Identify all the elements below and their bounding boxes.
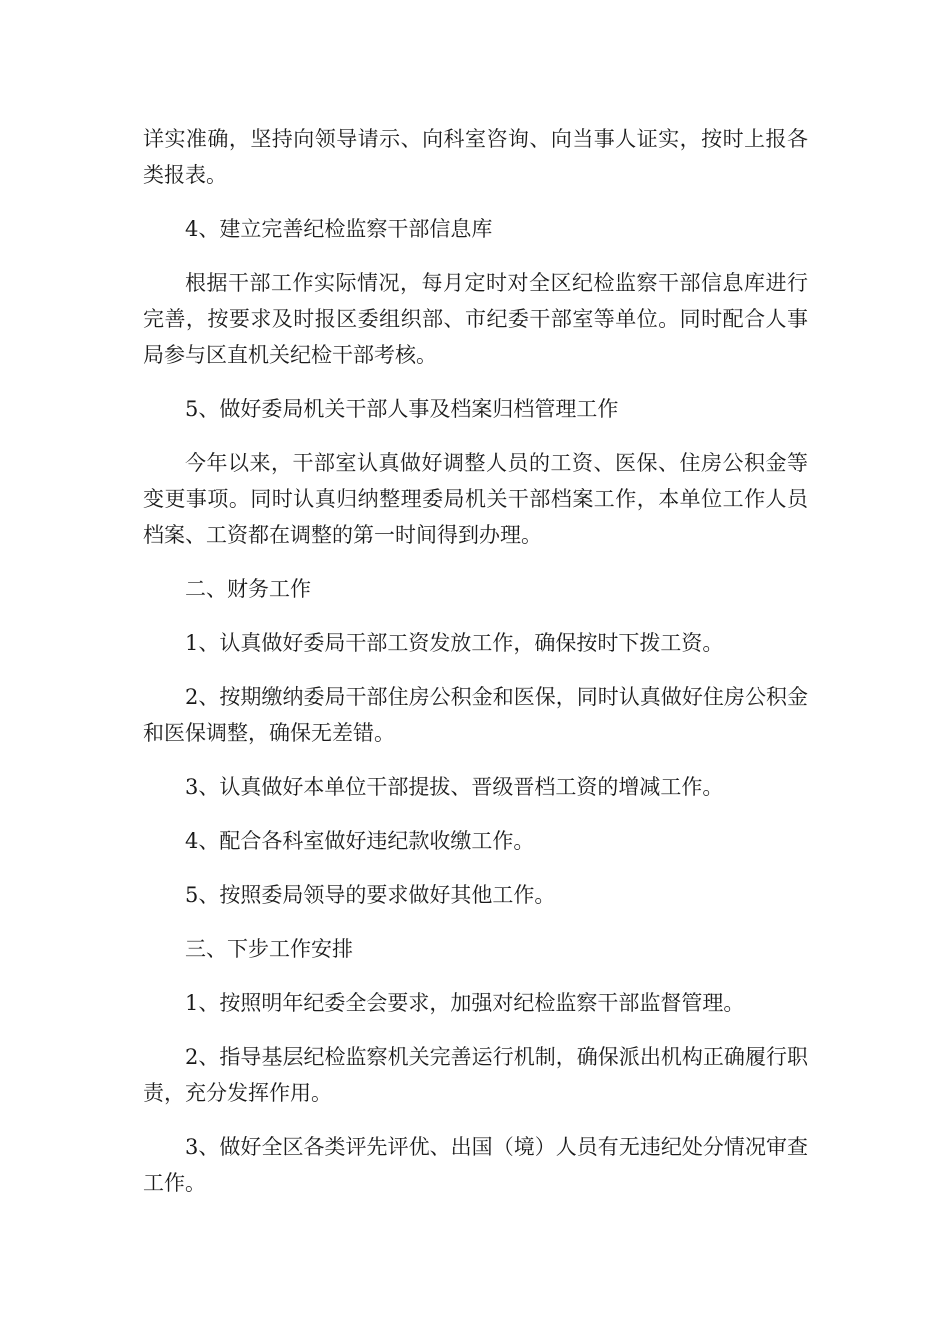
list-item: 3、认真做好本单位干部提拔、晋级晋档工资的增减工作。 — [185, 775, 724, 799]
list-item: 2、指导基层纪检监察机关完善运行机制，确保派出机构正确履行职责，充分发挥作用。 — [143, 1045, 808, 1105]
paragraph-1: 详实准确，坚持向领导请示、向科室咨询、向当事人证实，按时上报各类报表。 — [143, 127, 808, 187]
list-item: 1、认真做好委局干部工资发放工作，确保按时下拨工资。 — [185, 631, 724, 655]
list-item: 5、按照委局领导的要求做好其他工作。 — [185, 883, 556, 907]
paragraph-5: 今年以来，干部室认真做好调整人员的工资、医保、住房公积金等变更事项。同时认真归纳整理委局机关干部档案工作，本单位工作人员档案、工资都在调整的第一时间得到办理。 — [143, 451, 808, 547]
list-item: 1、按照明年纪委全会要求，加强对纪检监察干部监督管理。 — [185, 991, 745, 1015]
list-item: 3、做好全区各类评先评优、出国（境）人员有无违纪处分情况审查工作。 — [143, 1135, 808, 1195]
document-body — [143, 121, 808, 1219]
list-item: 4、配合各科室做好违纪款收缴工作。 — [185, 829, 535, 853]
section-heading-finance: 二、财务工作 — [185, 577, 311, 601]
section-heading-5: 5、做好委局机关干部人事及档案归档管理工作 — [185, 397, 619, 421]
section-heading-next-steps: 三、下步工作安排 — [185, 937, 353, 961]
list-item: 2、按期缴纳委局干部住房公积金和医保，同时认真做好住房公积金和医保调整，确保无差错。 — [143, 685, 808, 745]
section-heading-4: 4、建立完善纪检监察干部信息库 — [185, 217, 493, 241]
paragraph-3: 根据干部工作实际情况，每月定时对全区纪检监察干部信息库进行完善，按要求及时报区委组织部、市纪委干部室等单位。同时配合人事局参与区直机关纪检干部考核。 — [143, 271, 808, 367]
